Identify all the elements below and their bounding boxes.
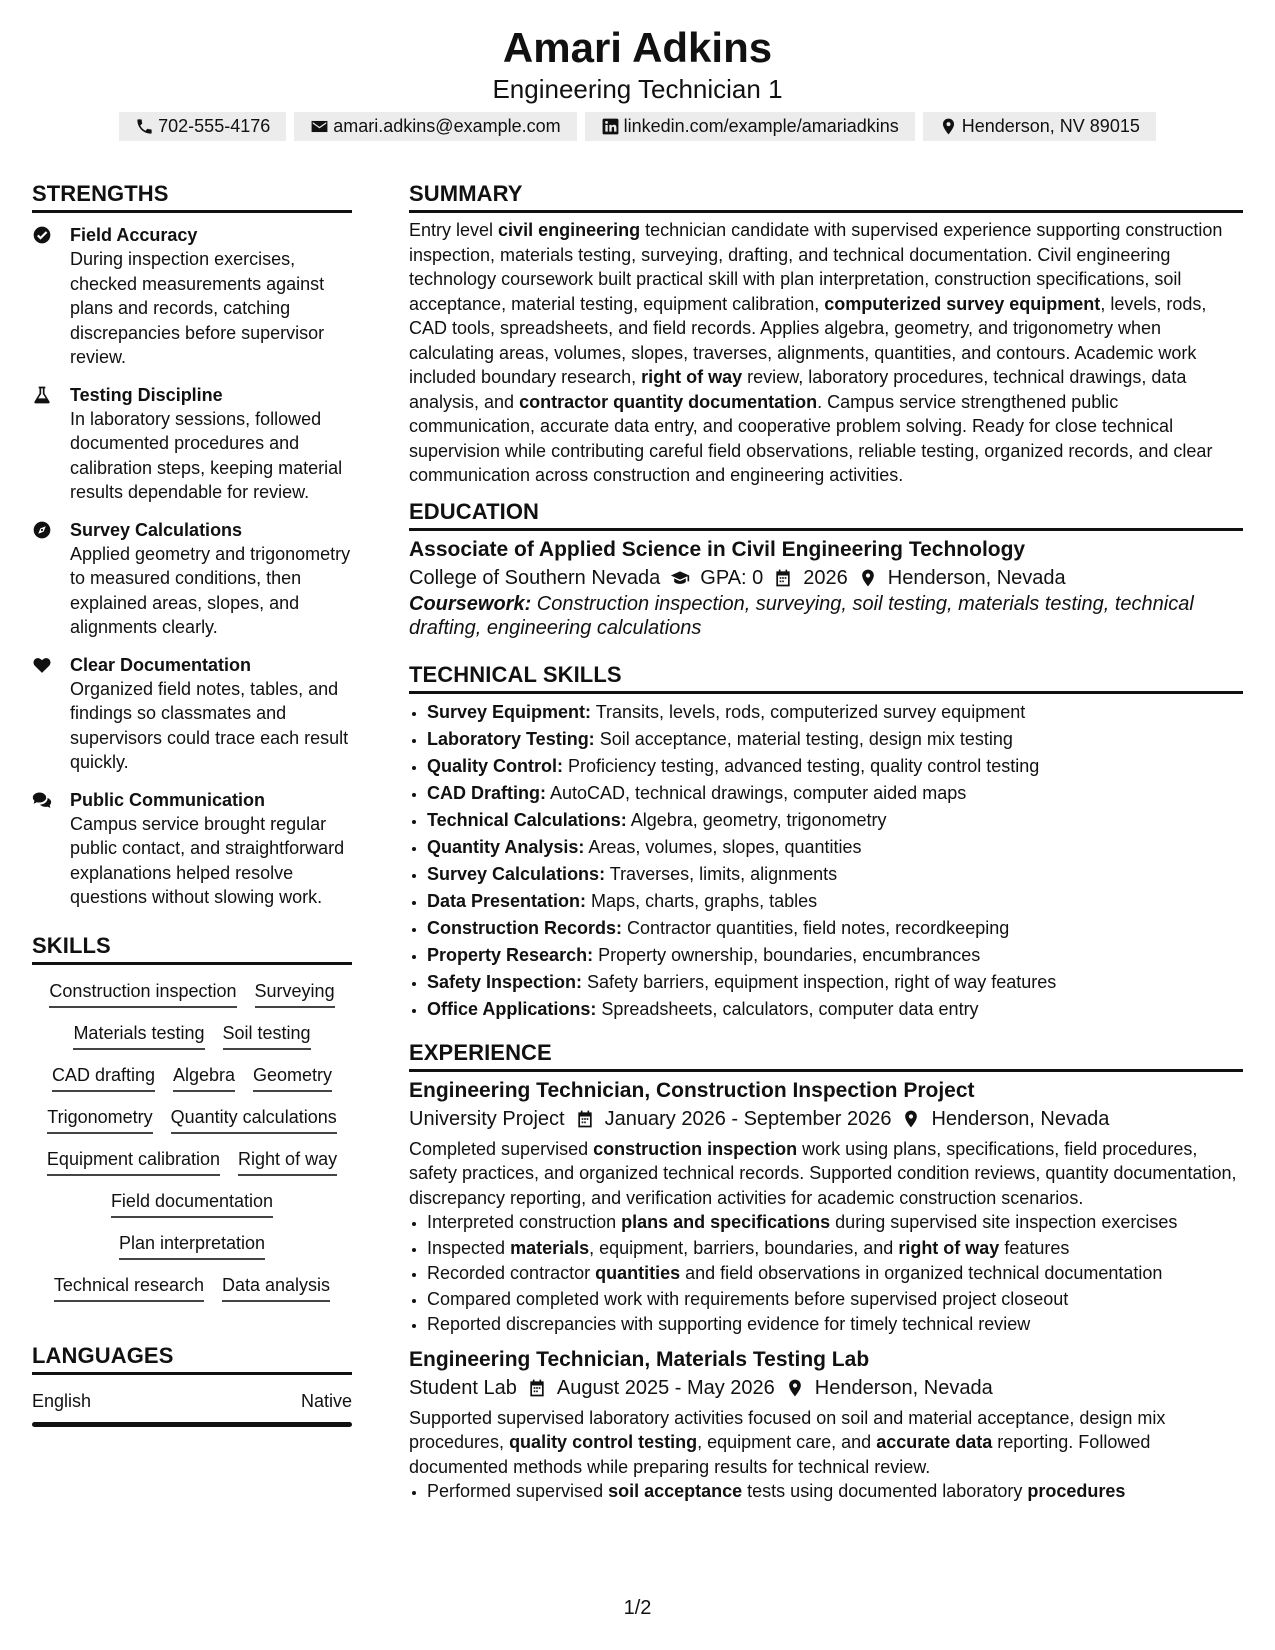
skill-row (32, 1189, 352, 1218)
compass-icon (32, 520, 52, 540)
strength-body (70, 223, 352, 370)
skills-heading: SKILLS (32, 932, 352, 965)
skill-tag: Field documentation (111, 1189, 273, 1218)
education-location: Henderson, Nevada (887, 566, 1066, 589)
strength-icon-wrap (32, 653, 70, 775)
technical-skill-item: • CAD Drafting: AutoCAD, technical drawings, computer aided maps (427, 780, 1243, 807)
skill-tag: Soil testing (223, 1021, 311, 1050)
strength-title: Field Accuracy (70, 225, 198, 245)
strength-item (32, 653, 352, 775)
contact-location (923, 112, 1156, 141)
summary-heading: SUMMARY (409, 180, 1243, 213)
strengths-heading: STRENGTHS (32, 180, 352, 213)
job-location: Henderson, Nevada (814, 1376, 993, 1399)
strength-description: In laboratory sessions, followed documented procedures and calibration steps, keeping material results dependable for review. (70, 408, 343, 502)
strength-title: Testing Discipline (70, 384, 223, 405)
technical-skill-item: • Construction Records: Contractor quantities, field notes, recordkeeping (427, 915, 1243, 942)
job-location: Henderson, Nevada (931, 1107, 1110, 1130)
candidate-name: Amari Adkins (502, 24, 773, 71)
strength-title: Public Communication (70, 789, 266, 810)
degree-title: Associate of Applied Science in Civil Engineering Technology (409, 537, 1026, 561)
strength-body (70, 383, 352, 505)
skill-row (32, 1105, 352, 1134)
language-level-bar (32, 1422, 352, 1427)
envelope-icon (310, 117, 329, 136)
page-number: 1/2 (623, 1597, 652, 1619)
experience-heading: EXPERIENCE (409, 1039, 1243, 1072)
map-pin-icon (901, 1109, 921, 1129)
skill-tag: Equipment calibration (47, 1147, 220, 1176)
job-bullet: • Performed supervised soil acceptance tests using documented laboratory procedures (427, 1479, 1243, 1505)
job-bullet: • Compared completed work with requirements before supervised project closeout (427, 1287, 1243, 1313)
gpa-value: GPA: 0 (700, 566, 764, 589)
strength-item (32, 518, 352, 640)
technical-skill-item: • Quality Control: Proficiency testing, advanced testing, quality control testing (427, 753, 1243, 780)
skill-tag: Surveying (255, 979, 335, 1008)
job-title: Engineering Technician, Materials Testing Lab (409, 1347, 870, 1371)
strength-body (70, 518, 352, 640)
calendar-icon (575, 1109, 595, 1129)
graduation-year: 2026 (803, 566, 848, 589)
job-dates: August 2025 - May 2026 (556, 1376, 775, 1399)
skill-tag: Technical research (54, 1273, 204, 1302)
map-pin-icon (785, 1378, 805, 1398)
skill-row (32, 1231, 352, 1260)
contact-bar (0, 112, 1275, 141)
calendar-icon (527, 1378, 547, 1398)
skill-row (32, 1273, 352, 1302)
contact-linkedin-text: linkedin.com/example/amariadkins (623, 116, 899, 136)
language-level: Native (300, 1390, 352, 1411)
skill-tag: Algebra (173, 1063, 235, 1092)
technical-skill-item: • Survey Equipment: Transits, levels, rods, computerized survey equipment (427, 699, 1243, 726)
education-heading: EDUCATION (409, 498, 1243, 531)
strength-body (70, 653, 352, 775)
technical-skill-item: • Data Presentation: Maps, charts, graphs, tables (427, 888, 1243, 915)
flask-icon (32, 385, 52, 405)
education-entry (409, 536, 1243, 641)
experience-list (409, 1077, 1243, 1505)
summary-text: Entry level civil engineering technician candidate with supervised experience supporting construction inspection, materials testing, surveying, drafting, and technical documentation. Civil engineering technology coursework built practical skill with plan interpretation, construction specifications, soil acceptance, material testing, equipment calibration, computerized survey equipment, levels, rods, CAD tools, spreadsheets, and field records. Applies algebra, geometry, and trigonometry when calculating areas, volumes, slopes, traverses, alignments, quantities, and contours. Academic work included boundary research, right of way review, laboratory procedures, technical drawings, data analysis, and contractor quantity documentation. Campus service strengthened public communication, accurate data entry, and cooperative problem solving. Ready for close technical supervision while contributing careful field observations, reliable testing, organized records, and clear communication across construction and engineering activities. (409, 220, 1223, 485)
resume-header (0, 0, 1275, 141)
skill-tag: Trigonometry (47, 1105, 152, 1134)
strength-title: Survey Calculations (70, 519, 243, 540)
skill-row (32, 1147, 352, 1176)
strength-body (70, 788, 352, 910)
skill-tag: Construction inspection (49, 979, 236, 1008)
job-meta (409, 1105, 1243, 1133)
education-meta (409, 564, 1243, 592)
contact-phone[interactable] (119, 112, 286, 141)
contact-location-text: Henderson, NV 89015 (961, 116, 1140, 136)
languages-heading: LANGUAGES (32, 1342, 352, 1375)
technical-skills-list (409, 699, 1243, 1023)
job-bullets (409, 1210, 1243, 1338)
technical-skill-item: • Safety Inspection: Safety barriers, equipment inspection, right of way features (427, 969, 1243, 996)
language-row (32, 1389, 352, 1413)
skill-row (32, 1021, 352, 1050)
skill-tag: Geometry (253, 1063, 332, 1092)
strength-icon-wrap (32, 223, 70, 370)
experience-entry (409, 1346, 1243, 1505)
linkedin-icon (601, 117, 620, 136)
strength-description: During inspection exercises, checked measurements against plans and records, catching discrepancies before supervisor review. (70, 249, 325, 367)
contact-email[interactable] (294, 112, 576, 141)
contact-phone-text: 702-555-4176 (158, 116, 271, 136)
job-title: Engineering Technician, Construction Inspection Project (409, 1078, 975, 1102)
technical-skill-item: • Property Research: Property ownership, boundaries, encumbrances (427, 942, 1243, 969)
job-organization: University Project (409, 1107, 565, 1130)
job-bullet: • Recorded contractor quantities and field observations in organized technical documentation (427, 1261, 1243, 1287)
right-column (409, 180, 1243, 1505)
coursework (409, 592, 1243, 641)
strength-icon-wrap (32, 518, 70, 640)
technical-skill-item: • Survey Calculations: Traverses, limits, alignments (427, 861, 1243, 888)
map-pin-icon (858, 568, 878, 588)
contact-linkedin[interactable] (585, 112, 915, 141)
job-bullets (409, 1479, 1243, 1505)
heart-icon (32, 655, 52, 675)
job-description: Supported supervised laboratory activities focused on soil and material acceptance, design mix procedures, quality control testing, equipment care, and accurate data reporting. Followed documented methods while preparing results for technical review. (409, 1407, 1166, 1477)
technical-skill-item: • Laboratory Testing: Soil acceptance, material testing, design mix testing (427, 726, 1243, 753)
technical-skill-item: • Office Applications: Spreadsheets, calculators, computer data entry (427, 996, 1243, 1023)
strength-icon-wrap (32, 788, 70, 910)
comments-icon (32, 790, 52, 810)
job-bullet: • Inspected materials, equipment, barriers, boundaries, and right of way features (427, 1236, 1243, 1262)
calendar-icon (773, 568, 793, 588)
strength-description: Organized field notes, tables, and findings so classmates and supervisors could trace each result quickly. (70, 678, 349, 772)
coursework-label: Coursework: (409, 592, 532, 615)
job-bullet: • Interpreted construction plans and specifications during supervised site inspection exercises (427, 1210, 1243, 1236)
experience-entry (409, 1077, 1243, 1338)
language-name: English (32, 1390, 92, 1411)
strength-icon-wrap (32, 383, 70, 505)
skill-tag: CAD drafting (52, 1063, 155, 1092)
job-description: Completed supervised construction inspection work using plans, specifications, field procedures, safety practices, and organized technical records. Supported condition reviews, quantity documentation, discrepancy reporting, and verification activities for academic construction scenarios. (409, 1138, 1237, 1208)
strength-description: Applied geometry and trigonometry to measured conditions, then explained areas, slopes, and alignments clearly. (70, 543, 351, 637)
skill-tag: Data analysis (222, 1273, 330, 1302)
strength-item (32, 383, 352, 505)
skill-tag: Materials testing (73, 1021, 204, 1050)
skill-tag: Right of way (238, 1147, 337, 1176)
technical-skill-item: • Quantity Analysis: Areas, volumes, slopes, quantities (427, 834, 1243, 861)
school-name: College of Southern Nevada (409, 566, 661, 589)
skill-tag: Plan interpretation (119, 1231, 265, 1260)
strength-description: Campus service brought regular public contact, and straightforward explanations helped resolve questions without slowing work. (70, 813, 345, 907)
job-dates: January 2026 - September 2026 (604, 1107, 892, 1130)
graduation-cap-icon (670, 568, 690, 588)
strength-item (32, 223, 352, 370)
coursework-text: Construction inspection, surveying, soil testing, materials testing, technical drafting, engineering calculations (409, 592, 1194, 639)
strengths-list (32, 223, 352, 910)
check-circle-icon (32, 225, 52, 245)
technical-skill-item: • Technical Calculations: Algebra, geometry, trigonometry (427, 807, 1243, 834)
phone-icon (135, 117, 154, 136)
technical-skills-heading: TECHNICAL SKILLS (409, 661, 1243, 694)
left-column (32, 180, 352, 1427)
job-meta (409, 1374, 1243, 1402)
contact-email-text: amari.adkins@example.com (333, 116, 561, 136)
skill-row (32, 1063, 352, 1092)
skills-list (32, 979, 352, 1302)
strength-item (32, 788, 352, 910)
map-pin-icon (939, 117, 958, 136)
strength-title: Clear Documentation (70, 654, 252, 675)
skill-tag: Quantity calculations (171, 1105, 337, 1134)
skill-row (32, 979, 352, 1008)
job-bullet: • Reported discrepancies with supporting evidence for timely technical review (427, 1312, 1243, 1338)
job-organization: Student Lab (409, 1376, 517, 1399)
candidate-title: Engineering Technician 1 (492, 74, 783, 104)
